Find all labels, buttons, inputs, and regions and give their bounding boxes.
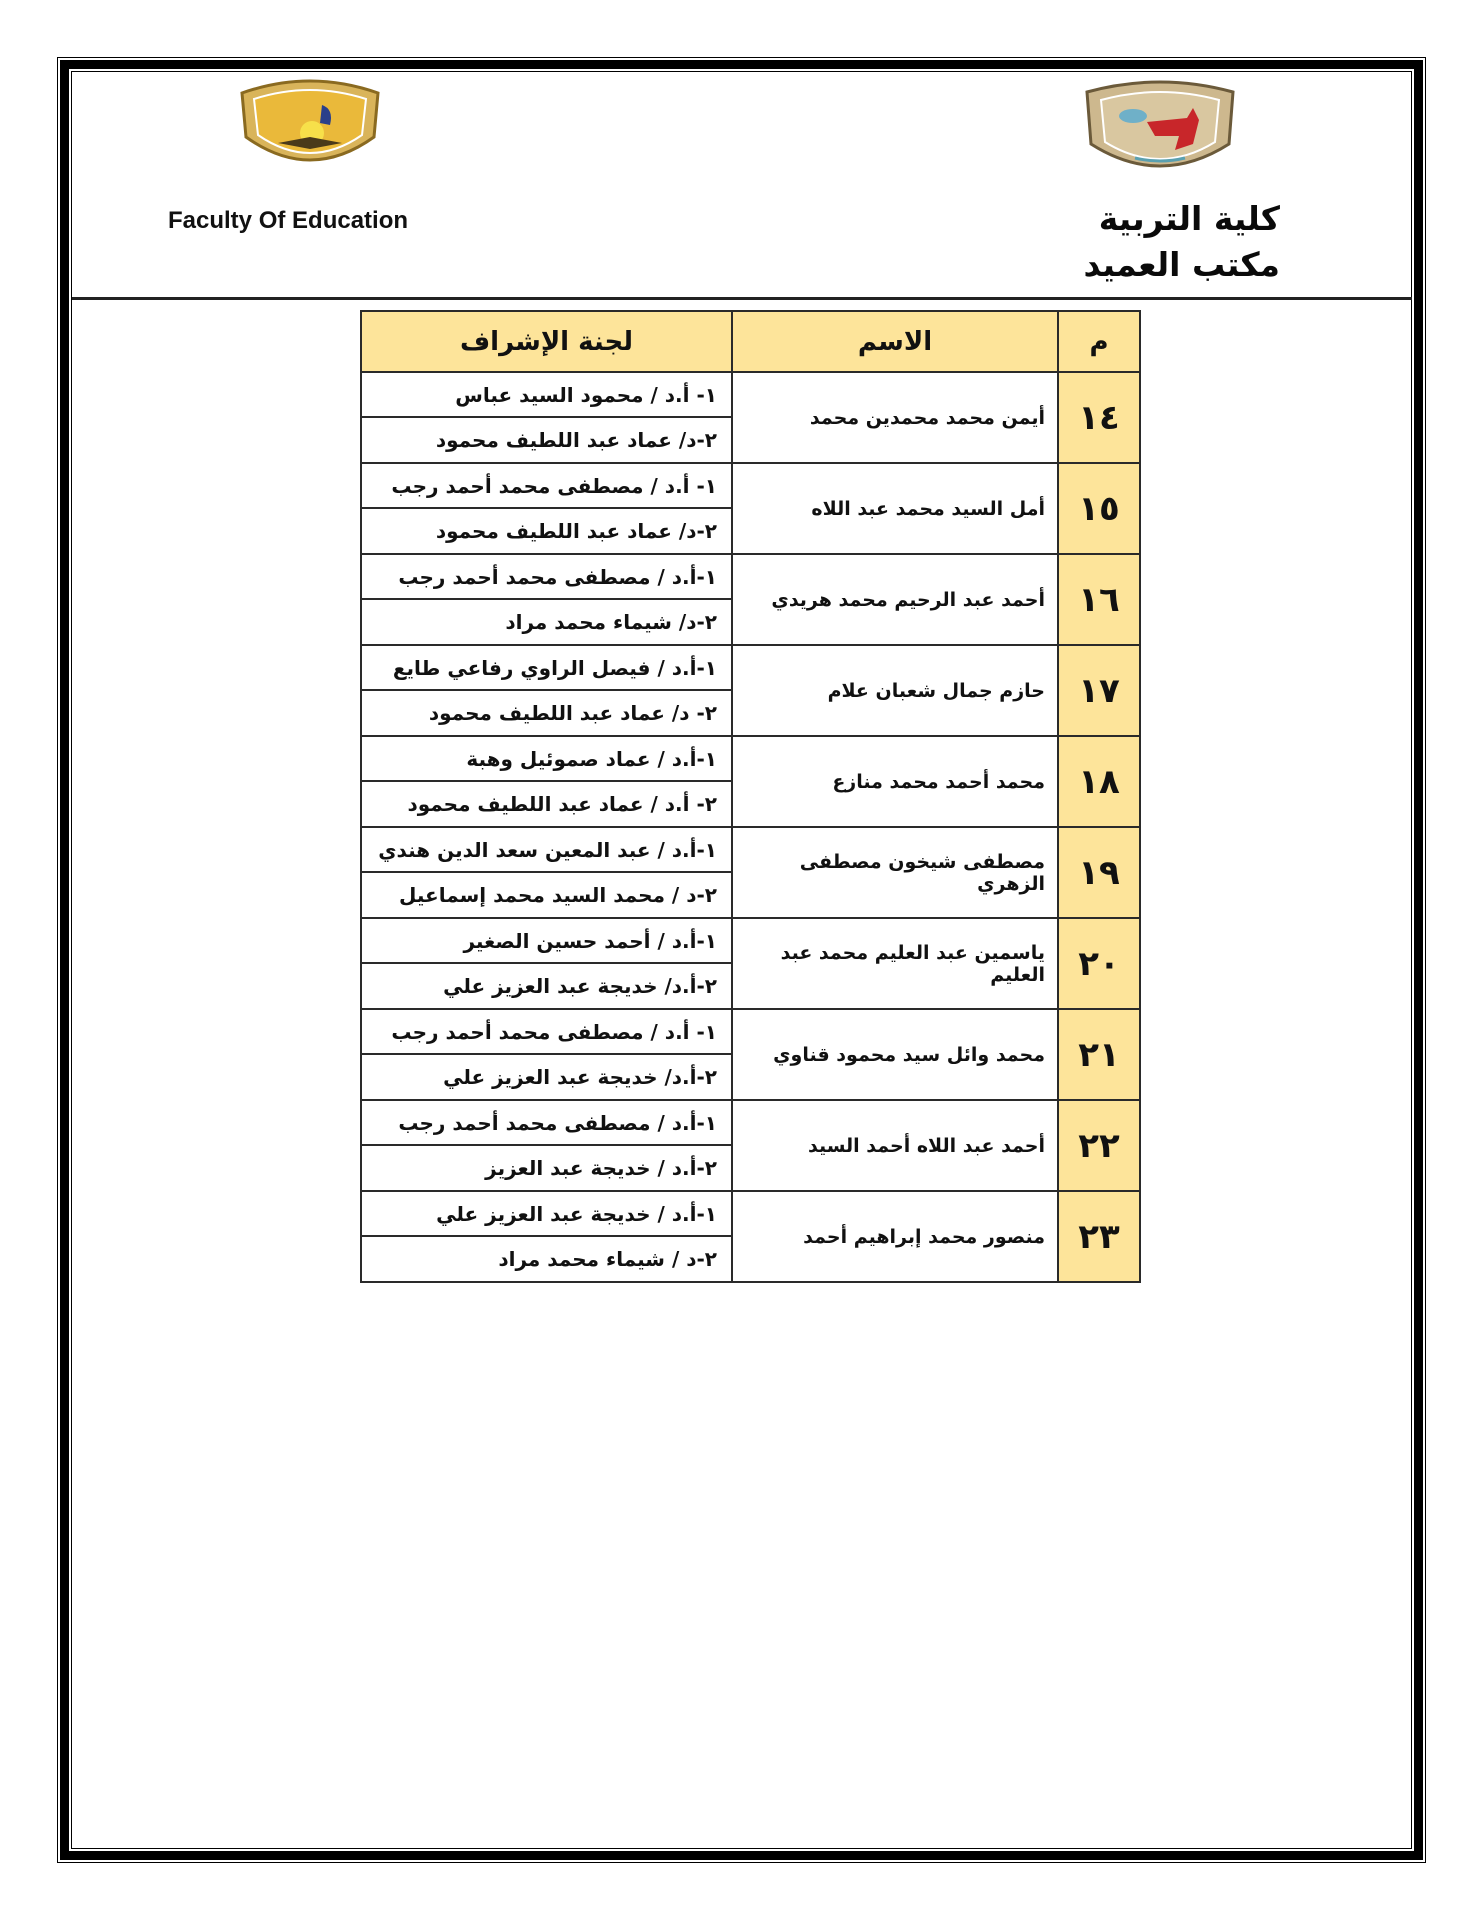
column-header-number: م [1058,311,1140,372]
student-name: أحمد عبد اللاه أحمد السيد [732,1100,1058,1191]
row-number: ١٧ [1058,645,1140,736]
table-row [361,827,1140,872]
table-body [361,372,1140,1282]
row-number: ٢٠ [1058,918,1140,1009]
student-name: مصطفى شيخون مصطفى الزهري [732,827,1058,918]
university-emblem-icon [1075,78,1245,180]
table-header-row [361,311,1140,372]
row-number: ١٥ [1058,463,1140,554]
supervisor-2: ٢-د / محمد السيد محمد إسماعيل [361,872,732,918]
faculty-emblem-icon [230,75,390,175]
supervisor-1: ١- أ.د / مصطفى محمد أحمد رجب [361,1009,732,1054]
supervisor-2: ٢-د/ عماد عبد اللطيف محمود [361,508,732,554]
supervisor-2: ٢-د/ عماد عبد اللطيف محمود [361,417,732,463]
supervisor-1: ١-أ.د / مصطفى محمد أحمد رجب [361,554,732,599]
table-row [361,1009,1140,1054]
student-name: محمد أحمد محمد منازع [732,736,1058,827]
supervisor-2: ٢-د / شيماء محمد مراد [361,1236,732,1282]
supervisor-1: ١- أ.د / محمود السيد عباس [361,372,732,417]
table-row [361,554,1140,599]
table-row [361,918,1140,963]
column-header-supervision-committee: لجنة الإشراف [361,311,732,372]
supervisor-1: ١-أ.د / فيصل الراوي رفاعي طايع [361,645,732,690]
student-name: أحمد عبد الرحيم محمد هريدي [732,554,1058,645]
supervisor-1: ١-أ.د / مصطفى محمد أحمد رجب [361,1100,732,1145]
table-row [361,1100,1140,1145]
row-number: ٢٢ [1058,1100,1140,1191]
student-name: حازم جمال شعبان علام [732,645,1058,736]
student-name: أيمن محمد محمدين محمد [732,372,1058,463]
row-number: ١٤ [1058,372,1140,463]
row-number: ٢١ [1058,1009,1140,1100]
table-row [361,1191,1140,1236]
supervisor-2: ٢- د/ عماد عبد اللطيف محمود [361,690,732,736]
table-row [361,463,1140,508]
row-number: ١٦ [1058,554,1140,645]
supervisor-2: ٢-أ.د/ خديجة عبد العزيز علي [361,963,732,1009]
table-row [361,645,1140,690]
supervisor-1: ١-أ.د / أحمد حسين الصغير [361,918,732,963]
faculty-title-arabic: كلية التربية [1098,199,1280,238]
supervisor-1: ١-أ.د / عماد صموئيل وهبة [361,736,732,781]
student-name: محمد وائل سيد محمود قناوي [732,1009,1058,1100]
student-name: منصور محمد إبراهيم أحمد [732,1191,1058,1282]
supervisor-2: ٢-أ.د / خديجة عبد العزيز [361,1145,732,1191]
supervisor-1: ١- أ.د / مصطفى محمد أحمد رجب [361,463,732,508]
supervisor-2: ٢-د/ شيماء محمد مراد [361,599,732,645]
supervision-table [360,310,1141,1283]
faculty-name-arabic [1040,196,1280,288]
supervisor-1: ١-أ.د / خديجة عبد العزيز علي [361,1191,732,1236]
header-divider [72,297,1412,300]
row-number: ١٩ [1058,827,1140,918]
table-row [361,372,1140,417]
supervisor-1: ١-أ.د / عبد المعين سعد الدين هندي [361,827,732,872]
row-number: ١٨ [1058,736,1140,827]
table-row [361,736,1140,781]
student-name: ياسمين عبد العليم محمد عبد العليم [732,918,1058,1009]
supervisor-2: ٢-أ.د/ خديجة عبد العزيز علي [361,1054,732,1100]
dean-office-title: مكتب العميد [1083,245,1280,284]
faculty-name-english: Faculty Of Education [168,207,409,234]
row-number: ٢٣ [1058,1191,1140,1282]
column-header-name: الاسم [732,311,1058,372]
student-name: أمل السيد محمد عبد اللاه [732,463,1058,554]
supervisor-2: ٢- أ.د / عماد عبد اللطيف محمود [361,781,732,827]
